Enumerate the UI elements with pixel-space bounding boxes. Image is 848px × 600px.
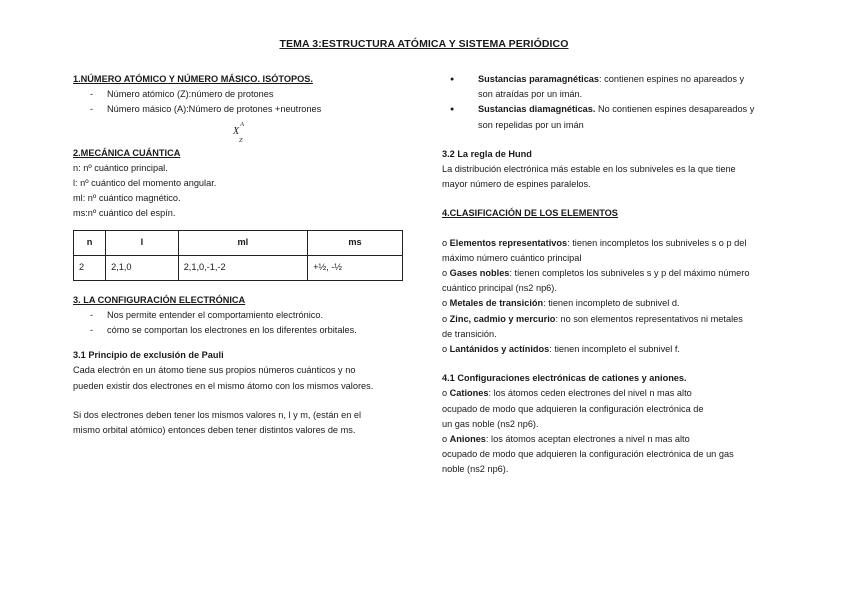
class-text: ocupado de modo que adquieren la configuración electrónica de un gas (442, 449, 734, 460)
section-1-heading: 1.NÚMERO ATÓMICO Y NÚMERO MÁSICO. ISÓTOPOS. (73, 74, 313, 84)
bullet-text: contienen espines no apareados y (601, 74, 745, 84)
bullet-term: Sustancias paramagnéticas (478, 74, 600, 84)
paramagnetic-bullet (442, 72, 782, 102)
class-sep: : (555, 313, 558, 324)
bullet-term: Sustancias diamagnéticas. (478, 104, 596, 115)
class-item (442, 266, 782, 296)
quantum-numbers-table (73, 230, 403, 281)
class-sep: : (567, 237, 570, 248)
bullet-sep: : (599, 74, 602, 84)
hund-line: mayor número de espines paralelos. (442, 179, 591, 190)
table-header-row (74, 230, 403, 255)
class-text: tienen incompleto el subnivel f. (551, 344, 680, 355)
class-term: Elementos representativos (449, 237, 568, 248)
quantum-ml-line: ml: nº cuántico magnético. (73, 193, 181, 204)
item-prefix: o (442, 434, 450, 445)
hund-heading: 3.2 La regla de Hund (442, 148, 532, 159)
table-cell: +½, -½ (308, 255, 403, 280)
class-text: tienen completos los subniveles s y p del máximo número (511, 268, 750, 279)
class-sep: : (509, 268, 512, 279)
table-header: n (74, 230, 106, 255)
right-column (442, 72, 782, 478)
section-4-heading: 4.CLASIFICACIÓN DE LOS ELEMENTOS (442, 208, 618, 219)
class-term: Lantánidos y actínidos (449, 344, 550, 355)
class-item (442, 296, 782, 311)
pauli-line: Si dos electrones deben tener los mismos valores n, l y m, (están en el (73, 409, 362, 420)
table-cell: 2 (74, 255, 106, 280)
class-item (442, 236, 782, 266)
class-text: no son elementos representativos ni metales (557, 313, 743, 324)
pauli-heading: 3.1 Principio de exclusión de Pauli (73, 350, 224, 361)
item-prefix: o (442, 268, 450, 279)
item-prefix: o (442, 344, 450, 355)
mass-number-item: - Número másico (A):Número de protones +neutrones (73, 102, 408, 117)
hund-line: La distribución electrónica más estable en los subniveles es la que tiene (442, 164, 736, 175)
aniones-item (442, 432, 782, 478)
bullet-text: son repelidas por un imán (478, 119, 584, 130)
class-item (442, 342, 782, 357)
item-prefix: o (442, 298, 450, 309)
bullet-text: No contienen espines desapareados y (595, 104, 755, 115)
item-prefix: o (442, 313, 450, 324)
class-term: Zinc, cadmio y mercurio (449, 313, 556, 324)
section-2-heading: 2.MECÁNICA CUÁNTICA (73, 147, 181, 158)
atomic-number-item: - Número atómico (Z):número de protones (73, 87, 408, 102)
class-text: tienen incompletos los subniveles s o p del (569, 237, 747, 248)
item-prefix: o (442, 237, 450, 248)
class-text: un gas noble (ns2 np6). (442, 418, 539, 429)
section-3-heading: 3. LA CONFIGURACIÓN ELECTRÓNICA (73, 294, 246, 305)
class-term: Metales de transición (449, 298, 544, 309)
quantum-n-line: n: nº cuántico principal. (73, 162, 168, 173)
formula-base: X (233, 125, 240, 137)
class-sep: : (488, 388, 492, 399)
formula-sub: Z (239, 136, 243, 144)
class-text: los átomos aceptan electrones a nivel n mas alto (488, 434, 690, 445)
table-header: ml (178, 230, 307, 255)
pauli-line: mismo orbital atómico) entonces deben tener distintos valores de ms. (73, 425, 356, 436)
config-item: - cómo se comportan los electrones en los diferentes orbitales. (73, 323, 408, 338)
pauli-line: Cada electrón en un átomo tiene sus propios números cuánticos y no (73, 365, 356, 376)
table-cell: 2,1,0 (106, 255, 179, 280)
class-item (442, 312, 782, 342)
table-header: l (106, 230, 179, 255)
class-term: Gases nobles (449, 268, 510, 279)
item-prefix: o (442, 388, 450, 399)
section-41-heading: 4.1 Configuraciones electrónicas de cationes y aniones. (442, 373, 687, 384)
formula-sup: A (240, 120, 244, 128)
class-text: cuántico principal (ns2 np6). (442, 283, 557, 294)
config-item: - Nos permite entender el comportamiento electrónico. (73, 308, 408, 323)
table-row (74, 255, 403, 280)
class-sep: : (543, 298, 546, 309)
class-sep: : (485, 434, 489, 445)
class-text: ocupado de modo que adquieren la configuración electrónica de (442, 403, 704, 414)
cationes-item (442, 386, 782, 432)
page-title: TEMA 3:ESTRUCTURA ATÓMICA Y SISTEMA PERIÓDICO (279, 38, 569, 50)
pauli-line: pueden existir dos electrones en el mismo átomo con los mismos valores. (73, 380, 374, 391)
bullet-text: son atraídas por un imán. (478, 89, 583, 100)
class-text: noble (ns2 np6). (442, 464, 509, 475)
table-cell: 2,1,0,-1,-2 (178, 255, 307, 280)
class-sep: : (549, 344, 552, 355)
quantum-ms-line: ms:nº cuántico del espín. (73, 208, 176, 219)
diamagnetic-bullet (442, 102, 782, 132)
class-text: máximo número cuántico principal (442, 252, 582, 263)
isotope-notation (73, 118, 408, 146)
class-text: los átomos ceden electrones del nivel n mas alto (491, 388, 692, 399)
left-column (73, 72, 408, 438)
class-term: Cationes (449, 388, 489, 399)
class-text: de transición. (442, 328, 497, 339)
quantum-l-line: l: nº cuántico del momento angular. (73, 178, 217, 189)
class-text: tienen incompleto de subnivel d. (545, 298, 680, 309)
table-header: ms (308, 230, 403, 255)
class-term: Aniones (449, 434, 486, 445)
